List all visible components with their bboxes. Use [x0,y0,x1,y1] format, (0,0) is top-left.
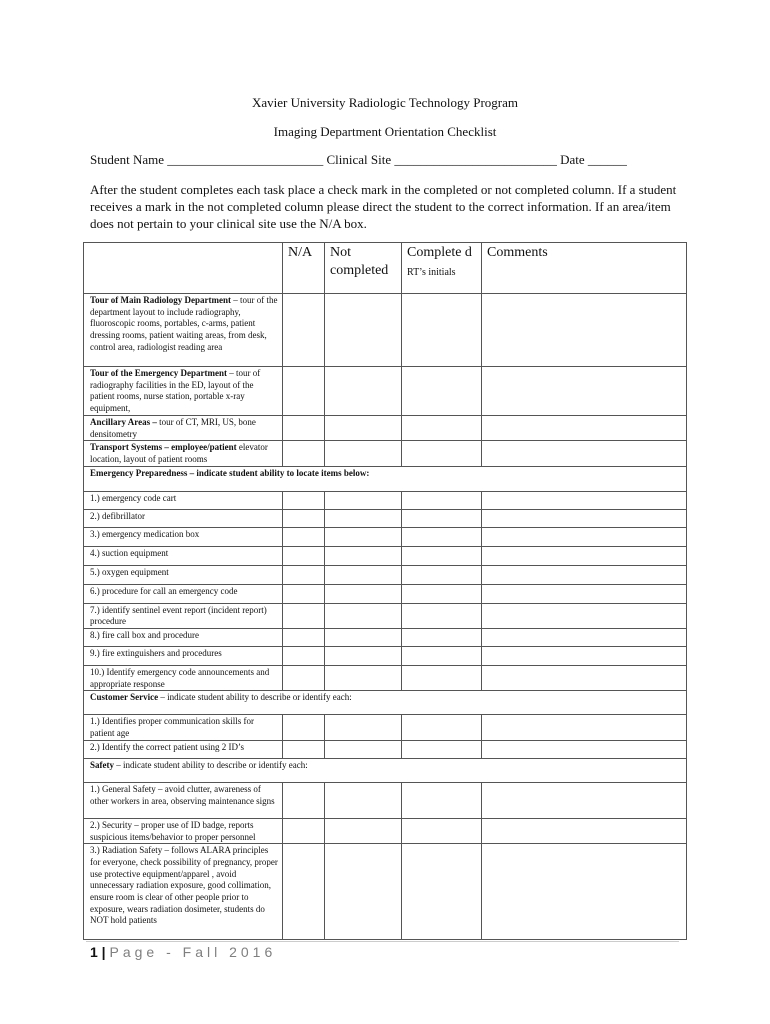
completed-initials-cell[interactable] [402,666,482,691]
task-text: 10.) Identify emergency code announcements and appropriate response [90,667,270,689]
completed-initials-cell[interactable] [402,415,482,440]
completed-initials-cell[interactable] [402,740,482,758]
na-checkbox-cell[interactable] [283,584,325,603]
footer-divider [86,941,679,942]
na-checkbox-cell[interactable] [283,367,325,416]
task-cell [84,603,283,628]
not-completed-checkbox-cell[interactable] [325,603,402,628]
task-cell [84,367,283,416]
not-completed-checkbox-cell[interactable] [325,647,402,666]
task-cell [84,691,687,715]
completed-initials-cell[interactable] [402,818,482,843]
table-row [84,715,687,740]
completed-initials-cell[interactable] [402,629,482,647]
task-text: 5.) oxygen equipment [90,566,169,577]
task-cell [84,491,283,509]
task-text: – tour of radiography facilities in the ED, layout of the patient rooms, nurse station, portable x-ray equipment, [90,368,261,414]
table-row [84,782,687,818]
completed-initials-cell[interactable] [402,546,482,565]
comments-cell[interactable] [482,666,687,691]
task-text: 1.) General Safety – avoid clutter, awareness of other workers in area, observing maintenance signs [90,783,275,806]
task-text: 2.) Security – proper use of ID badge, reports suspicious items/behavior to proper personnel [90,819,256,842]
not-completed-checkbox-cell[interactable] [325,844,402,940]
completed-initials-cell[interactable] [402,603,482,628]
instructions-paragraph: After the student completes each task place a check mark in the completed or not completed column. If a student receives a mark in the not completed column please direct the student to the correct information. If an area/item does not pertain to your clinical site use the N/A box. [90,182,677,231]
comments-cell[interactable] [482,415,687,440]
na-checkbox-cell[interactable] [283,629,325,647]
task-text: 1.) emergency code cart [90,492,177,503]
na-checkbox-cell[interactable] [283,740,325,758]
table-row [84,584,687,603]
table-row [84,294,687,367]
task-heading: Customer Service [90,692,159,703]
task-text: – tour of the department layout to include radiography, fluoroscopic rooms, portables, c-arms, patient dressing rooms, patient waiting areas, from desk, control area, radiologist reading area [90,295,278,352]
table-row [84,491,687,509]
not-completed-checkbox-cell[interactable] [325,509,402,527]
task-text: 1.) Identifies proper communication skills for patient age [90,716,254,739]
table-row [84,367,687,416]
header-not-completed: Not completed [325,243,402,294]
task-cell [84,565,283,584]
na-checkbox-cell[interactable] [283,844,325,940]
task-cell [84,415,283,440]
table-body [84,294,687,940]
footer-separator: | [97,944,110,960]
na-checkbox-cell[interactable] [283,546,325,565]
task-text: – indicate student ability to describe or identify each: [158,692,352,703]
task-heading: Ancillary Areas – [90,416,157,427]
task-cell [84,666,283,691]
checklist-title: Imaging Department Orientation Checklist [273,124,497,139]
na-checkbox-cell[interactable] [283,565,325,584]
table-row [84,666,687,691]
na-checkbox-cell[interactable] [283,441,325,466]
header-completed-sub: RT’s initials [407,267,456,278]
task-cell [84,629,283,647]
not-completed-checkbox-cell[interactable] [325,584,402,603]
comments-cell[interactable] [482,647,687,666]
not-completed-checkbox-cell[interactable] [325,415,402,440]
task-text: 9.) fire extinguishers and procedures [90,648,222,659]
task-cell [84,740,283,758]
section-row [84,758,687,782]
task-text: 2.) defibrillator [90,510,145,521]
comments-cell[interactable] [482,294,687,367]
task-heading: Safety [90,759,114,770]
table-row [84,647,687,666]
table-row [84,546,687,565]
task-cell [84,715,283,740]
table-row [84,415,687,440]
comments-cell[interactable] [482,565,687,584]
page-number: 1 [90,944,98,960]
header-na: N/A [283,243,325,294]
na-checkbox-cell[interactable] [283,818,325,843]
table-row [84,565,687,584]
completed-initials-cell[interactable] [402,491,482,509]
header-comments: Comments [482,243,687,294]
na-checkbox-cell[interactable] [283,415,325,440]
section-row [84,691,687,715]
na-checkbox-cell[interactable] [283,603,325,628]
table-row [84,603,687,628]
task-text: 4.) suction equipment [90,547,169,558]
na-checkbox-cell[interactable] [283,782,325,818]
task-text: 2.) Identify the correct patient using 2 ID’s [90,741,244,752]
not-completed-checkbox-cell[interactable] [325,491,402,509]
task-cell [84,546,283,565]
task-heading: Tour of Main Radiology Department [90,295,232,305]
task-text: 3.) emergency medication box [90,528,200,539]
task-cell [84,527,283,546]
na-checkbox-cell[interactable] [283,491,325,509]
task-cell [84,818,283,843]
na-checkbox-cell[interactable] [283,527,325,546]
na-checkbox-cell[interactable] [283,715,325,740]
not-completed-checkbox-cell[interactable] [325,740,402,758]
task-cell [84,647,283,666]
task-cell [84,441,283,466]
completed-initials-cell[interactable] [402,441,482,466]
comments-cell[interactable] [482,367,687,416]
table-header-row [84,243,687,294]
comments-cell[interactable] [482,441,687,466]
task-text: 8.) fire call box and procedure [90,630,199,641]
task-text: elevator location, layout of patient rooms [90,442,268,464]
not-completed-checkbox-cell[interactable] [325,441,402,466]
comments-cell[interactable] [482,782,687,818]
comments-cell[interactable] [482,509,687,527]
completed-initials-cell[interactable] [402,509,482,527]
completed-initials-cell[interactable] [402,782,482,818]
completed-initials-cell[interactable] [402,715,482,740]
task-text: – indicate student ability to describe or identify each: [114,759,308,770]
not-completed-checkbox-cell[interactable] [325,367,402,416]
checklist-table [83,242,687,940]
completed-initials-cell[interactable] [402,584,482,603]
comments-cell[interactable] [482,818,687,843]
comments-cell[interactable] [482,629,687,647]
table-row [84,844,687,940]
not-completed-checkbox-cell[interactable] [325,818,402,843]
task-text: 7.) identify sentinel event report (incident report) procedure [90,604,267,627]
not-completed-checkbox-cell[interactable] [325,565,402,584]
footer-text: Page - Fall 2016 [109,944,277,960]
task-text: tour of CT, MRI, US, bone densitometry [90,416,256,439]
table-row [84,629,687,647]
completed-initials-cell[interactable] [402,647,482,666]
task-cell [84,782,283,818]
na-checkbox-cell[interactable] [283,294,325,367]
task-cell [84,466,687,491]
not-completed-checkbox-cell[interactable] [325,294,402,367]
table-row [84,818,687,843]
not-completed-checkbox-cell[interactable] [325,629,402,647]
program-title: Xavier University Radiologic Technology Program [251,95,519,110]
table-row [84,509,687,527]
comments-cell[interactable] [482,740,687,758]
header-completed [402,243,482,294]
na-checkbox-cell[interactable] [283,509,325,527]
task-heading: Tour of the Emergency Department [90,368,227,378]
completed-initials-cell[interactable] [402,565,482,584]
na-checkbox-cell[interactable] [283,666,325,691]
header-completed-label: Complete d [407,245,472,260]
comments-cell[interactable] [482,527,687,546]
header-task [84,243,283,294]
student-info-line: Student Name ________________________ Clinical Site _________________________ Date ______ [90,152,627,167]
not-completed-checkbox-cell[interactable] [325,666,402,691]
task-cell [84,844,283,940]
task-text: 6.) procedure for call an emergency code [90,585,238,596]
task-cell [84,584,283,603]
comments-cell[interactable] [482,491,687,509]
task-cell [84,758,687,782]
comments-cell[interactable] [482,844,687,940]
task-cell [84,294,283,367]
page-footer [90,944,276,960]
completed-initials-cell[interactable] [402,527,482,546]
not-completed-checkbox-cell[interactable] [325,782,402,818]
comments-cell[interactable] [482,584,687,603]
na-checkbox-cell[interactable] [283,647,325,666]
task-cell [84,509,283,527]
completed-initials-cell[interactable] [402,844,482,940]
not-completed-checkbox-cell[interactable] [325,527,402,546]
comments-cell[interactable] [482,603,687,628]
table-row [84,740,687,758]
table-row [84,441,687,466]
comments-cell[interactable] [482,546,687,565]
task-heading: Emergency Preparedness – indicate student ability to locate items below: [90,467,370,478]
not-completed-checkbox-cell[interactable] [325,715,402,740]
section-row [84,466,687,491]
task-text: 3.) Radiation Safety – follows ALARA principles for everyone, check possibility of pregnancy, proper use protective equipment/apparel , avoid unnecessary radiation exposure, good collimation, ensure room is clear of other people prior to exposure, wears radiation dosimeter, students do NOT hold patients [90,845,278,926]
completed-initials-cell[interactable] [402,294,482,367]
task-heading: Transport Systems – employee/patient [90,442,237,453]
completed-initials-cell[interactable] [402,367,482,416]
not-completed-checkbox-cell[interactable] [325,546,402,565]
table-row [84,527,687,546]
comments-cell[interactable] [482,715,687,740]
